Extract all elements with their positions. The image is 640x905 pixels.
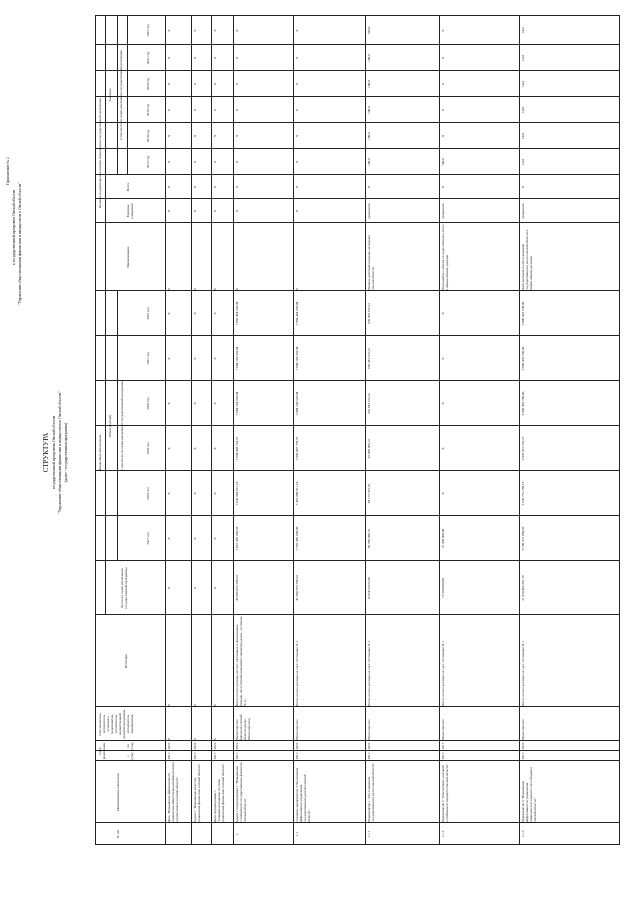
- table-cell-year-value: X: [192, 312, 197, 315]
- table-cell-ind_name: X: [294, 288, 299, 291]
- table-cell-source: X: [212, 704, 217, 707]
- table-cell-year-value: X: [192, 402, 197, 405]
- table-cell-ind-year-value: X: [192, 160, 197, 164]
- table-cell-year-value: X: [166, 492, 171, 495]
- table-cell-ind_name: Уровень долговой нагрузки на бюджет Омской области: [366, 234, 375, 291]
- header-divider: [105, 291, 106, 615]
- table-cell-from: 2017: [166, 752, 171, 760]
- table-cell-to: 2022: [234, 742, 239, 750]
- table-cell-year-value: X: [212, 537, 217, 540]
- table-cell-total: 45 866 853 786,53: [234, 575, 239, 601]
- header-ind-year: 2022 год: [145, 24, 150, 37]
- table-cell-ind_name: Доля расходов на обслуживание государственного долга Омской области в общем объеме расходов: [520, 229, 533, 291]
- appendix-line-3: "Управление общественными финансами и имуществом в Омской области": [18, 182, 22, 305]
- table-cell-year-value: X: [166, 357, 171, 360]
- table-cell-unit: X: [234, 209, 239, 213]
- table-cell-total: 41 600 559 786,53: [294, 575, 299, 601]
- table-cell-to: 2022: [166, 742, 171, 750]
- table-cell-source: Всего, из них расходы за счет: источника № 1: [440, 640, 445, 707]
- table-cell-year-value: 7 684 194 533,04: [294, 346, 299, 371]
- table-cell-year-value: 7 682 494 533,04: [234, 301, 239, 326]
- table-cell-unit: X: [192, 209, 197, 213]
- table-cell-to: 2022: [294, 742, 299, 750]
- table-cell-from: 2017: [520, 752, 525, 760]
- table-cell-year-value: 109 333 315,21: [366, 347, 371, 370]
- header-year: 2022 год: [145, 307, 150, 320]
- table-cell-total: 616 816 627,00: [366, 577, 371, 599]
- table-cell-unit: X: [212, 209, 217, 213]
- table-cell-ind-year-value: X: [166, 82, 171, 86]
- table-cell-ind-year-value: 100,0: [366, 26, 371, 35]
- table-cell-executor: X: [212, 738, 217, 741]
- header-divider: [117, 291, 118, 561]
- table-cell-year-value: X: [212, 402, 217, 405]
- header-term: Срок реализации: [97, 742, 106, 760]
- table-cell-year-value: 7 050 907 733,37: [294, 436, 299, 461]
- table-cell-executor: Министерство финансов Омской области (далее - Министерство): [234, 714, 251, 741]
- table-cell-ind-year-value: X: [234, 108, 239, 112]
- table-cell-year-value: 7 597 382 858,86: [294, 526, 299, 551]
- table-cell-ind_total: X: [440, 185, 445, 189]
- table-cell-source: Всего, из них расходы за счет: источника № 1: [294, 640, 299, 707]
- table-cell-year-value: X: [440, 492, 445, 495]
- header-divider: [105, 15, 106, 291]
- table-cell-source: Всего, из них расходы за счет: налоговых и неналоговых доходов, поступлений нецелевого характера (далее - источник № 1): [234, 616, 247, 707]
- table-cell-from: 2017: [294, 752, 299, 760]
- table-cell-ind-year-value: X: [234, 134, 239, 138]
- table-cell-year-value: X: [440, 447, 445, 450]
- table-cell-year-value: X: [166, 447, 171, 450]
- table-cell-ind-year-value: X: [294, 82, 299, 86]
- header-name: Наименование показателя: [115, 773, 120, 811]
- table-cell-ind_name: X: [212, 288, 217, 291]
- header-ind-year: 2019 год: [145, 103, 150, 117]
- header-num: № п/п: [115, 829, 120, 839]
- table-cell-year-value: 7 684 494 533,04: [294, 301, 299, 326]
- table-cell-ind-year-value: 14,0: [520, 133, 525, 139]
- table-cell-ind-year-value: X: [294, 29, 299, 32]
- table-cell-ind-year-value: 100,0: [366, 80, 371, 88]
- table-cell-ind-year-value: X: [440, 29, 445, 32]
- table-cell-year-value: X: [166, 537, 171, 540]
- table-cell-from: 2017: [212, 752, 217, 760]
- table-cell-to: 2022: [520, 742, 525, 750]
- table-cell-source: Всего, из них расходы за счет: источника № 1: [520, 640, 525, 707]
- table-cell-year-value: X: [212, 492, 217, 495]
- table-cell-ind-year-value: 14,0: [520, 27, 525, 34]
- table-cell-year-value: X: [212, 357, 217, 360]
- structure-table: [95, 15, 620, 845]
- table-cell-source: X: [192, 704, 197, 707]
- table-cell-name: Мероприятие 3 "Повышение эффективности управления ликвидностью единого счета бюджета Омской области": [520, 767, 537, 823]
- table-cell-ind-year-value: X: [166, 160, 171, 164]
- table-cell-year-value: 96 709 496,31: [366, 528, 371, 549]
- header-total-volume: Всего по годам реализации государственной программы: [119, 567, 128, 609]
- table-cell-to: 2022: [192, 742, 197, 750]
- table-cell-year-value: 7 684 194 533,04: [234, 391, 239, 416]
- table-cell-year-value: X: [192, 357, 197, 360]
- table-cell-ind-year-value: 100,0: [366, 54, 371, 62]
- table-cell-ind-year-value: X: [192, 29, 197, 32]
- header-ind-year: 2018 год: [145, 129, 150, 143]
- table-cell-year-value: X: [166, 402, 171, 405]
- table-cell-ind-year-value: X: [294, 160, 299, 164]
- table-cell-name: Цель "Повышение эффективности управления общественными финансами и имуществом в Омской области": [166, 761, 179, 823]
- header-year: 2017 год: [145, 532, 150, 545]
- table-cell-total: X: [212, 586, 217, 590]
- table-cell-unit: процентов: [366, 203, 371, 219]
- table-cell-ind-year-value: 100,0: [366, 132, 371, 140]
- header-executor: Соисполнитель, исполнитель основного мероприятия, исполнитель ведомственной целевой программы, исполнитель мероприятия: [97, 709, 134, 739]
- doc-title: СТРУКТУРА: [42, 432, 50, 473]
- table-cell-from: 2017: [366, 752, 371, 760]
- table-cell-ind-year-value: X: [212, 134, 217, 138]
- table-cell-name: Задача 1 подпрограммы 1 "Повышение устойчивости государственных финансов Омской области": [234, 762, 247, 823]
- table-cell-year-value: 3 670 751 798,13: [520, 481, 525, 506]
- header-ind-total: Всего: [125, 182, 130, 192]
- table-cell-num: 1.1.2: [440, 830, 445, 838]
- table-cell-ind_total: X: [366, 185, 371, 189]
- table-cell-to: 2017: [440, 742, 445, 750]
- table-cell-ind-year-value: X: [440, 82, 445, 86]
- table-cell-year-value: 109 333 315,21: [366, 302, 371, 325]
- table-cell-ind_name: X: [166, 288, 171, 291]
- table-cell-year-value: 3 896 433 709,00: [520, 301, 525, 326]
- table-cell-year-value: 98 175 552,31: [366, 483, 371, 504]
- table-cell-to: 2022: [212, 742, 217, 750]
- table-cell-ind-year-value: 100,0: [366, 158, 371, 166]
- table-cell-ind-year-value: X: [192, 56, 197, 60]
- table-cell-to: 2022: [366, 742, 371, 750]
- table-cell-source: Всего, из них расходы за счет: источника № 1: [366, 640, 371, 707]
- table-cell-from: 2017: [440, 752, 445, 760]
- table-cell-year-value: 7 362 889 911,18: [294, 481, 299, 506]
- table-cell-ind-year-value: X: [440, 56, 445, 60]
- table-cell-ind-year-value: X: [212, 29, 217, 32]
- table-cell-year-value: X: [212, 312, 217, 315]
- header-unit: Единица измерения: [125, 203, 134, 219]
- table-cell-ind-year-value: 14,0: [520, 107, 525, 113]
- table-cell-ind-year-value: 14,0: [520, 81, 525, 87]
- table-cell-ind-year-value: X: [212, 160, 217, 164]
- table-cell-ind_total: X: [520, 185, 525, 189]
- table-cell-year-value: X: [192, 447, 197, 450]
- table-cell-year-value: X: [166, 312, 171, 315]
- table-cell-ind-year-value: X: [192, 108, 197, 112]
- table-cell-ind-year-value: X: [212, 56, 217, 60]
- table-cell-year-value: 97 966 495,21: [366, 438, 371, 459]
- table-cell-executor: Министерство: [294, 719, 299, 741]
- table-cell-year-value: 3 896 433 709,00: [520, 346, 525, 371]
- appendix-line-2: к государственной программе Омской области: [12, 189, 16, 265]
- header-year: 2019 год: [145, 442, 150, 455]
- doc-title-4: (далее - государственная программа): [64, 422, 68, 483]
- table-cell-ind_total: X: [192, 185, 197, 189]
- table-cell-ind-year-value: X: [440, 134, 445, 138]
- table-cell-total: 21 414 463 291,79: [520, 575, 525, 601]
- table-cell-ind-year-value: X: [212, 108, 217, 112]
- table-cell-ind-year-value: X: [294, 108, 299, 112]
- table-cell-ind-year-value: X: [234, 56, 239, 60]
- table-cell-ind-year-value: 14,0: [520, 159, 525, 165]
- table-cell-year-value: X: [212, 447, 217, 450]
- table-cell-year-value: 3 870 951 553,27: [520, 436, 525, 461]
- table-cell-name: Мероприятие 2 "Обеспечение долговой устойчивости бюджета Омской области": [440, 763, 449, 823]
- table-cell-name: Цели подпрограммы 1 "Совершенствование системы управления финансами Омской области": [212, 763, 225, 823]
- table-cell-ind-year-value: X: [166, 134, 171, 138]
- table-cell-num: 1.: [234, 832, 239, 836]
- table-cell-unit: X: [294, 209, 299, 213]
- header-source: Источник: [123, 654, 128, 668]
- header-financing: Финансовое обеспечение: [97, 434, 102, 472]
- table-cell-ind_name: X: [234, 288, 239, 291]
- table-cell-year-value: X: [192, 492, 197, 495]
- header-divider: [127, 15, 128, 175]
- table-cell-executor: Министерство: [520, 719, 525, 741]
- header-indicators: Целевые индикаторы реализации мероприятия государственной программы: [97, 98, 102, 208]
- header-year: 2020 год: [145, 397, 150, 410]
- table-cell-executor: Министерство: [440, 719, 445, 741]
- table-cell-ind-year-value: X: [234, 29, 239, 32]
- table-cell-num: 1.1.1: [366, 830, 371, 838]
- doc-title-3: "Управление общественными финансами и имуществом в Омской области": [58, 391, 62, 514]
- table-cell-ind-year-value: X: [212, 82, 217, 86]
- table-cell-year-value: 7 084 194 533,04: [294, 391, 299, 416]
- header-ind-value: Значение: [107, 88, 112, 102]
- table-cell-ind-year-value: X: [234, 160, 239, 164]
- table-cell-ind-year-value: X: [166, 29, 171, 32]
- table-cell-ind_total: X: [234, 185, 239, 189]
- table-cell-year-value: 105 933 315,21: [366, 392, 371, 415]
- table-cell-ind-year-value: 100,0: [366, 106, 371, 114]
- header-term-to: по (год): [125, 742, 134, 750]
- table-cell-total: X: [192, 586, 197, 590]
- table-cell-ind-year-value: 14,0: [520, 55, 525, 61]
- table-cell-year-value: 7 632 999 871,18: [234, 481, 239, 506]
- table-cell-ind-year-value: X: [294, 134, 299, 138]
- table-cell-ind-year-value: X: [192, 134, 197, 138]
- header-year: 2021 год: [145, 352, 150, 365]
- table-cell-ind-year-value: X: [166, 108, 171, 112]
- header-term-from: с (год): [125, 752, 134, 760]
- table-cell-num: [166, 823, 191, 845]
- table-cell-ind-year-value: X: [166, 56, 171, 60]
- table-cell-year-value: X: [440, 312, 445, 315]
- header-ind-name: Наименование: [125, 246, 130, 268]
- table-cell-total: 72 200 000,00: [440, 578, 445, 598]
- table-cell-year-value: 3 189 312 984,93: [520, 526, 525, 551]
- table-cell-executor: X: [192, 738, 197, 741]
- table-cell-year-value: 7 057 382 058,58: [234, 526, 239, 551]
- header-ind-year: 2017 год: [145, 155, 150, 169]
- table-cell-name: Задача 1 "Повышение качества управления финансами Омской области": [192, 763, 201, 823]
- table-cell-source: X: [166, 704, 171, 707]
- table-cell-year-value: 3 896 433 709,00: [520, 391, 525, 416]
- table-cell-total: X: [166, 586, 171, 590]
- table-cell-year-value: 7 684 194 533,04: [234, 346, 239, 371]
- table-cell-from: 2017: [234, 752, 239, 760]
- header-volume: Объем (рублей): [107, 414, 112, 438]
- table-cell-ind-year-value: X: [440, 108, 445, 112]
- table-cell-executor: X: [166, 738, 171, 741]
- doc-title-2: государственной программы Омской области: [52, 415, 56, 490]
- table-cell-year-value: X: [440, 402, 445, 405]
- table-cell-num: [192, 823, 211, 845]
- table-cell-ind-year-value: X: [294, 56, 299, 60]
- table-cell-unit: X: [166, 209, 171, 213]
- header-ind-year: 2021 год: [145, 51, 150, 65]
- table-cell-unit: процентов: [520, 203, 525, 219]
- table-cell-name: Мероприятие 1 "Обслуживание государственного долга Омской области": [366, 762, 375, 823]
- table-cell-num: 1.1.3: [520, 830, 525, 838]
- table-cell-name: Основное мероприятие "Обеспечение эффективного управления государственным долгом Омской области": [294, 767, 311, 823]
- table-cell-ind_total: X: [294, 185, 299, 189]
- table-cell-num: [212, 823, 233, 845]
- table-cell-year-value: X: [440, 357, 445, 360]
- table-cell-ind_name: X: [192, 288, 197, 291]
- table-cell-ind_name: Удельный вес объема государственного долга в общем объеме доходов: [440, 224, 449, 291]
- table-cell-executor: Министерство: [366, 719, 371, 741]
- table-cell-ind_total: X: [212, 185, 217, 189]
- table-cell-num: 1.1: [294, 831, 299, 837]
- header-year: 2018 год: [145, 487, 150, 500]
- header-ind-year: 2020 год: [145, 77, 150, 91]
- table-cell-ind-year-value: X: [234, 82, 239, 86]
- table-cell-year-value: 7 634 908 753,37: [234, 436, 239, 461]
- table-cell-ind-year-value: 100,0: [440, 158, 445, 166]
- table-cell-year-value: X: [192, 537, 197, 540]
- table-cell-from: 2017: [192, 752, 197, 760]
- header-by-years: в том числе по годам реализации государственной программы: [119, 381, 124, 471]
- table-cell-ind-year-value: X: [192, 82, 197, 86]
- table-cell-unit: процентов: [440, 203, 445, 219]
- table-cell-ind_total: X: [166, 185, 171, 189]
- table-cell-year-value: 72 200 000,00: [440, 528, 445, 549]
- appendix-line-1: Приложение № 2: [6, 157, 10, 185]
- header-ind-by-years: в том числе по годам реализации государственной программы: [118, 50, 123, 140]
